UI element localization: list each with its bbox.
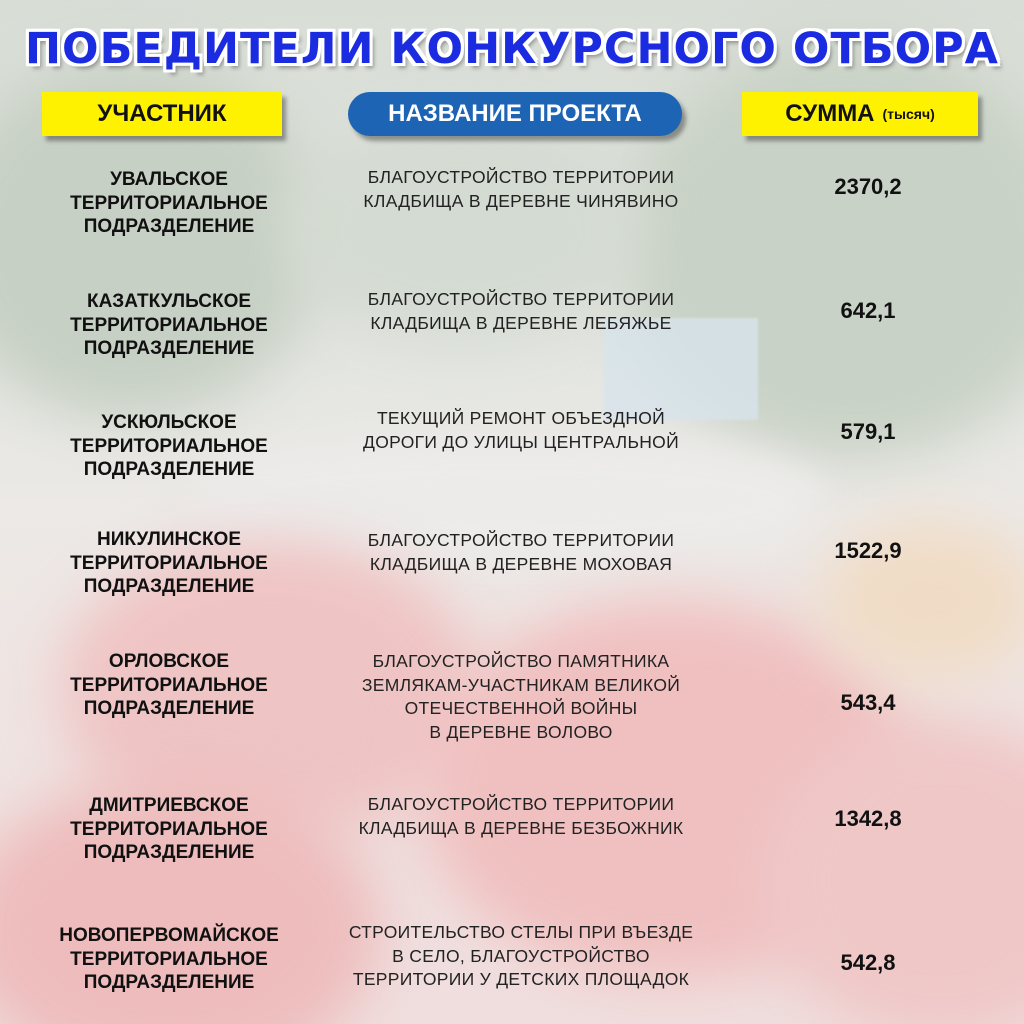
project-line: ТЕКУЩИЙ РЕМОНТ ОБЪЕЗДНОЙ xyxy=(376,408,666,428)
project-line: ДОРОГИ ДО УЛИЦЫ ЦЕНТРАЛЬНОЙ xyxy=(363,431,679,452)
project-line: В ДЕРЕВНЕ ВОЛОВО xyxy=(429,721,613,742)
sum-value: 2370,2 xyxy=(834,174,902,199)
project-line: ЗЕМЛЯКАМ-УЧАСТНИКАМ ВЕЛИКОЙ xyxy=(361,674,681,695)
project-name xyxy=(340,288,702,335)
participant-name xyxy=(40,290,298,361)
participant-line: ТЕРРИТОРИАЛЬНОЕ xyxy=(70,435,268,457)
sum-header-label: СУММА xyxy=(785,100,875,127)
project-line: СТРОИТЕЛЬСТВО СТЕЛЫ ПРИ ВЪЕЗДЕ xyxy=(348,922,694,942)
project-line: БЛАГОУСТРОЙСТВО ТЕРРИТОРИИ xyxy=(367,530,675,550)
participant-line: ПОДРАЗДЕЛЕНИЕ xyxy=(83,576,255,597)
project-line: В СЕЛО, БЛАГОУСТРОЙСТВО xyxy=(392,945,650,966)
participant-line: ПОДРАЗДЕЛЕНИЕ xyxy=(83,216,255,237)
participant-line: НИКУЛИНСКОЕ xyxy=(96,529,242,550)
project-name xyxy=(340,407,702,454)
participant-name xyxy=(40,650,298,721)
sum-value: 543,4 xyxy=(840,690,896,715)
project-name xyxy=(340,529,702,576)
participant-line: НОВОПЕРВОМАЙСКОЕ xyxy=(59,925,279,946)
project-name xyxy=(340,921,702,992)
participant-line: ТЕРРИТОРИАЛЬНОЕ xyxy=(70,674,268,696)
project-name xyxy=(340,650,702,744)
project-line: КЛАДБИЩА В ДЕРЕВНЕ ЛЕБЯЖЬЕ xyxy=(370,312,672,333)
project-line: БЛАГОУСТРОЙСТВО ПАМЯТНИКА xyxy=(372,651,670,671)
participant-name xyxy=(40,411,298,482)
participant-name xyxy=(40,168,298,239)
project-line: БЛАГОУСТРОЙСТВО ТЕРРИТОРИИ xyxy=(367,794,675,814)
participant-line: ТЕРРИТОРИАЛЬНОЕ xyxy=(70,818,268,840)
participant-line: ТЕРРИТОРИАЛЬНОЕ xyxy=(70,314,268,336)
participant-header-label: УЧАСТНИК xyxy=(97,100,227,127)
participant-name xyxy=(40,528,298,599)
participant-line: ТЕРРИТОРИАЛЬНОЕ xyxy=(70,948,268,970)
participant-line: УВАЛЬСКОЕ xyxy=(110,169,228,190)
participant-line: ТЕРРИТОРИАЛЬНОЕ xyxy=(70,192,268,214)
project-line: ТЕРРИТОРИИ У ДЕТСКИХ ПЛОЩАДОК xyxy=(352,969,690,989)
participant-line: ПОДРАЗДЕЛЕНИЕ xyxy=(83,698,255,719)
project-line: КЛАДБИЩА В ДЕРЕВНЕ МОХОВАЯ xyxy=(369,553,673,574)
sum-unit-label: (тысяч) xyxy=(882,106,935,122)
participant-line: ПОДРАЗДЕЛЕНИЕ xyxy=(83,972,255,993)
project-line: КЛАДБИЩА В ДЕРЕВНЕ БЕЗБОЖНИК xyxy=(358,817,684,838)
project-header-label: НАЗВАНИЕ ПРОЕКТА xyxy=(388,100,642,127)
project-line: БЛАГОУСТРОЙСТВО ТЕРРИТОРИИ xyxy=(367,167,675,187)
sum-value: 1342,8 xyxy=(834,806,902,831)
participant-line: ПОДРАЗДЕЛЕНИЕ xyxy=(83,842,255,863)
sum-header xyxy=(742,92,978,136)
page-title: ПОБЕДИТЕЛИ КОНКУРСНОГО ОТБОРА xyxy=(25,24,999,74)
project-line: ОТЕЧЕСТВЕННОЙ ВОЙНЫ xyxy=(404,698,638,718)
participant-line: ТЕРРИТОРИАЛЬНОЕ xyxy=(70,552,268,574)
sum-value: 1522,9 xyxy=(834,538,902,563)
participant-line: ДМИТРИЕВСКОЕ xyxy=(89,795,249,816)
participant-header xyxy=(42,92,282,136)
sum-value: 579,1 xyxy=(840,419,896,444)
project-line: БЛАГОУСТРОЙСТВО ТЕРРИТОРИИ xyxy=(367,289,675,309)
project-line: КЛАДБИЩА В ДЕРЕВНЕ ЧИНЯВИНО xyxy=(363,190,679,211)
participant-line: ПОДРАЗДЕЛЕНИЕ xyxy=(83,338,255,359)
project-name xyxy=(340,166,702,213)
project-header xyxy=(348,92,682,136)
sum-value: 642,1 xyxy=(840,298,896,323)
participant-name xyxy=(40,794,298,865)
participant-line: УСКЮЛЬСКОЕ xyxy=(101,412,237,433)
participant-line: КАЗАТКУЛЬСКОЕ xyxy=(86,291,252,312)
participant-name xyxy=(40,924,298,995)
participant-line: ПОДРАЗДЕЛЕНИЕ xyxy=(83,459,255,480)
project-name xyxy=(340,793,702,840)
sum-value: 542,8 xyxy=(840,950,896,975)
participant-line: ОРЛОВСКОЕ xyxy=(108,651,230,672)
